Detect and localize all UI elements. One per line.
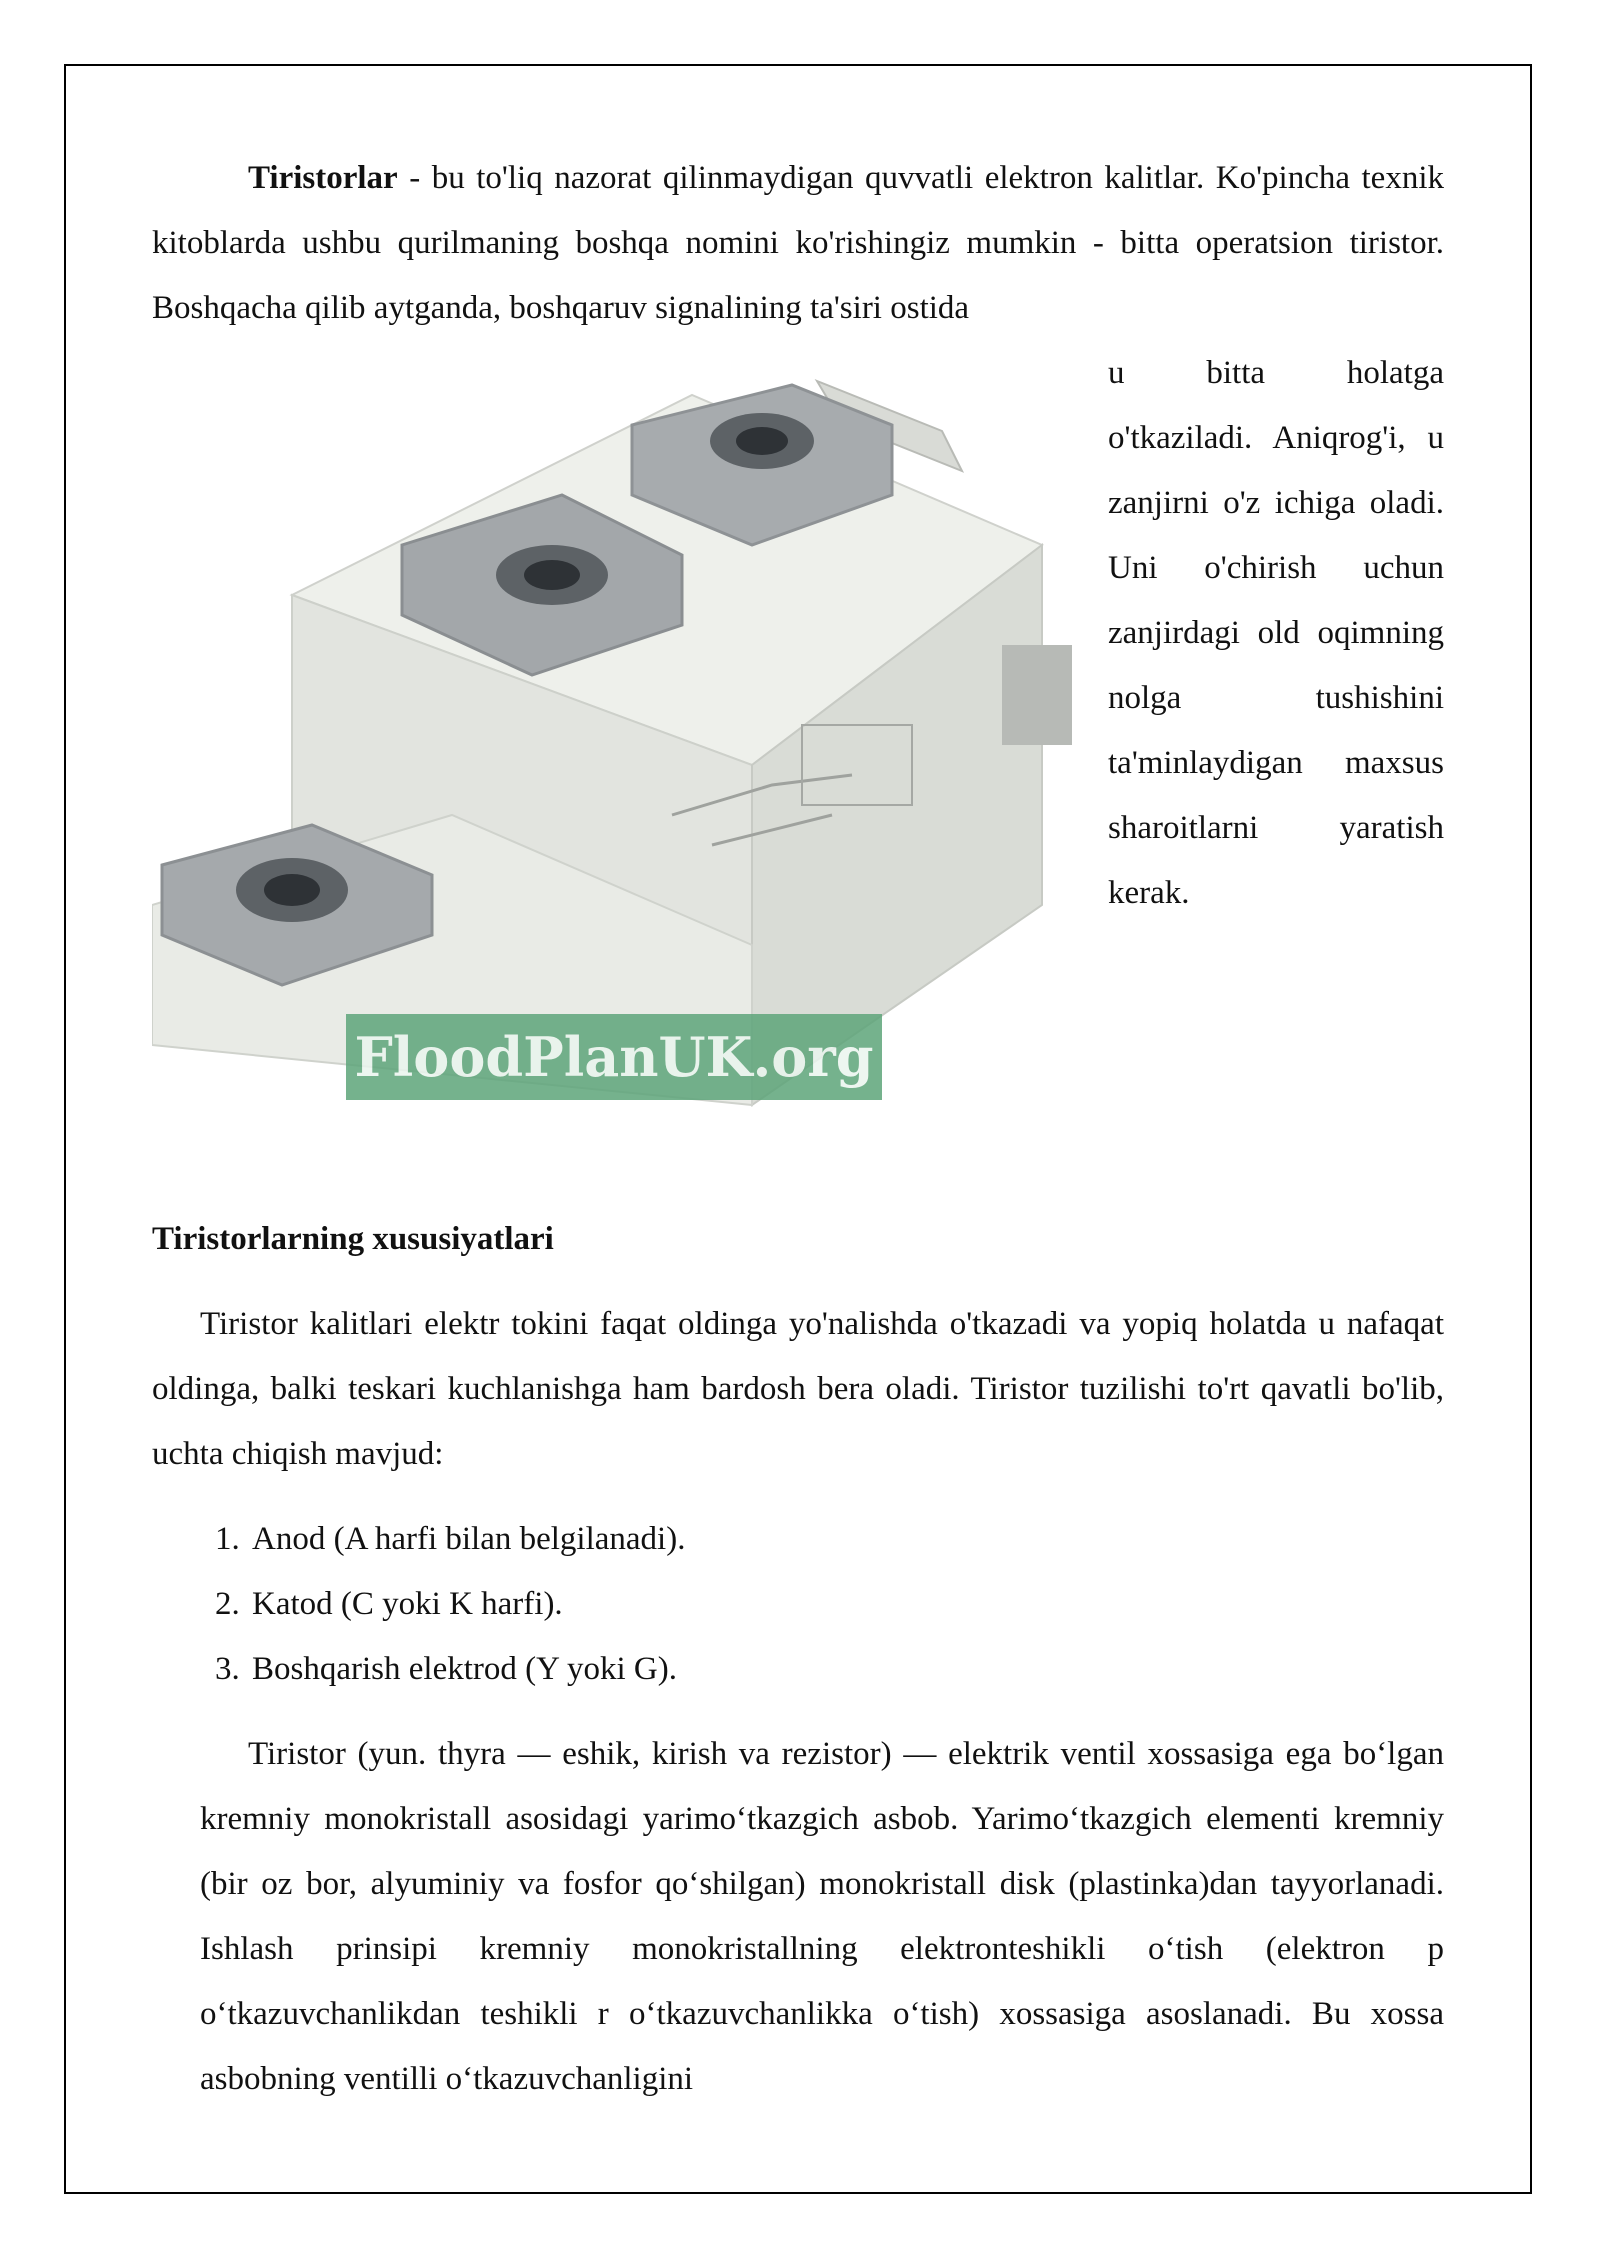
intro-text: - bu to'liq nazorat qilinmaydigan quvvatli elektron kalitlar. Ko'pincha texnik kitoblarda ushbu qurilmaning boshqa nomini ko'rishingiz mumkin - bitta operatsion tiristor. Boshqacha qilib aytganda, boshqaruv signalining ta'siri ostida: [152, 160, 1444, 326]
intro-continuation: u bitta holatga o'tkaziladi. Aniqrog'i, u zanjirni o'z ichiga oladi. Uni o'chirish uchun zanjirdagi old oqimning nolga tushishini ta'minlaydigan maxsus sharoitlarni yaratish kerak.: [1108, 355, 1444, 911]
watermark-label: FloodPlanUK.org: [346, 1014, 882, 1100]
list-item: 3. Boshqarish elektrod (Y yoki G).: [248, 1637, 1444, 1702]
intro-bold-term: Tiristorlar: [248, 160, 398, 196]
terminal-list: [152, 1507, 1444, 1702]
list-item: 1. Anod (A harfi bilan belgilanadi).: [248, 1507, 1444, 1572]
section-paragraph: Tiristor kalitlari elektr tokini faqat oldinga yo'nalishda o'tkazadi va yopiq holatda u nafaqat oldinga, balki teskari kuchlanishga ham bardosh bera oladi. Tiristor tuzilishi to'rt qavatli bo'lib, uchta chiqish mavjud:: [152, 1306, 1444, 1472]
intro-paragraph: [152, 146, 1444, 341]
list-item: 2. Katod (C yoki K harfi).: [248, 1572, 1444, 1637]
image-wrap-block: [152, 341, 1444, 1111]
thyristor-module-image: [152, 345, 1088, 1111]
definition-paragraph: Tiristor (yun. thyra — eshik, kirish va rezistor) — elektrik ventil xossasiga ega bo‘lgan kremniy monokristall asosidagi yarimo‘tkazgich asbob. Yarimo‘tkazgich elementi kremniy (bir oz bor, alyuminiy va fosfor qo‘shilgan) monokristall disk (plastinka)dan tayyorlanadi. Ishlash prinsipi kremniy monokristallning elektronteshikli o‘tish (elektron p o‘tkazuvchanlikdan teshikli r o‘tkazuvchanlikka o‘tish) xossasiga asoslanadi. Bu xossa asbobning ventilli o‘tkazuvchanligini: [200, 1736, 1444, 2097]
document-content: [152, 146, 1444, 2112]
section-heading: Tiristorlarning xususiyatlari: [152, 1221, 554, 1257]
thyristor-module-illustration: [152, 345, 1088, 1111]
